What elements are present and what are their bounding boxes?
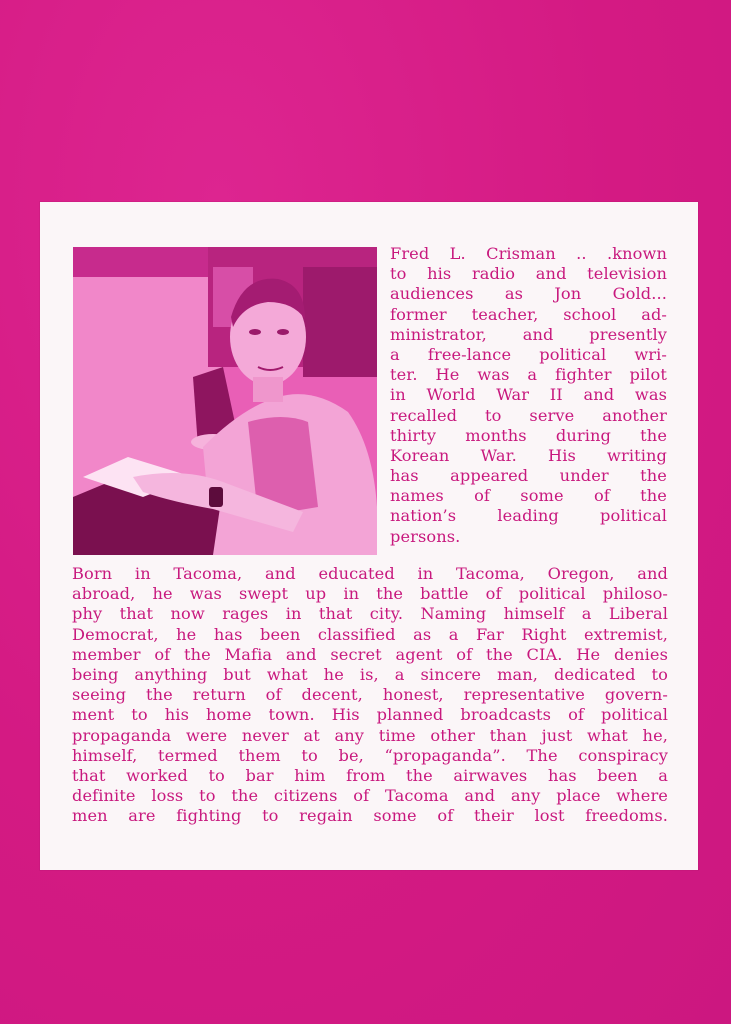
bio-intro-line: has appeared under the	[390, 466, 667, 486]
bio-body-line: ment to his home town. His planned broadcasts of political	[72, 705, 668, 725]
bio-intro	[390, 244, 667, 547]
bio-body-line: Born in Tacoma, and educated in Tacoma, Oregon, and	[72, 564, 668, 583]
bio-intro-line: nation’s leading political	[390, 506, 667, 526]
bio-intro-line: to his radio and television	[390, 264, 667, 284]
bio-intro-line: Fred L. Crisman .. .known	[390, 244, 667, 263]
bio-intro-line: thirty months during the	[390, 425, 667, 445]
bio-body	[72, 564, 668, 826]
bio-intro-line: ministrator, and presently	[390, 324, 667, 344]
bio-intro-line: Korean War. His writing	[390, 445, 667, 465]
bio-body-line: member of the Mafia and secret agent of the CIA. He denies	[72, 644, 668, 664]
bio-body-line: himself, termed them to be, “propaganda”. The conspiracy	[72, 745, 668, 765]
bio-intro-line: recalled to serve another	[390, 405, 667, 425]
author-portrait-image	[73, 247, 377, 555]
bio-intro-line: in World War II and was	[390, 385, 667, 405]
bio-intro-line: ter. He was a fighter pilot	[390, 365, 667, 385]
bio-intro-line: persons.	[390, 526, 461, 546]
bio-body-line: seeing the return of decent, honest, representative govern-	[72, 685, 668, 705]
bio-body-line: definite loss to the citizens of Tacoma and any place where	[72, 786, 668, 806]
bio-body-line: that worked to bar him from the airwaves has been a	[72, 765, 668, 785]
bio-body-line: abroad, he was swept up in the battle of political philoso-	[72, 584, 668, 604]
bio-body-line: men are fighting to regain some of their lost freedoms.	[72, 806, 668, 826]
bio-intro-line: former teacher, school ad-	[390, 304, 667, 324]
author-photo	[73, 247, 377, 555]
bio-intro-line: a free-lance political wri-	[390, 344, 667, 364]
bio-body-line: propaganda were never at any time other than just what he,	[72, 725, 668, 745]
bio-intro-line: audiences as Jon Gold...	[390, 284, 667, 304]
bio-body-line: Democrat, he has been classified as a Far Right extremist,	[72, 624, 668, 644]
bio-intro-line: names of some of the	[390, 486, 667, 506]
bio-body-line: being anything but what he is, a sincere man, dedicated to	[72, 664, 668, 684]
bio-body-line: phy that now rages in that city. Naming himself a Liberal	[72, 604, 668, 624]
bio-panel	[40, 202, 698, 870]
